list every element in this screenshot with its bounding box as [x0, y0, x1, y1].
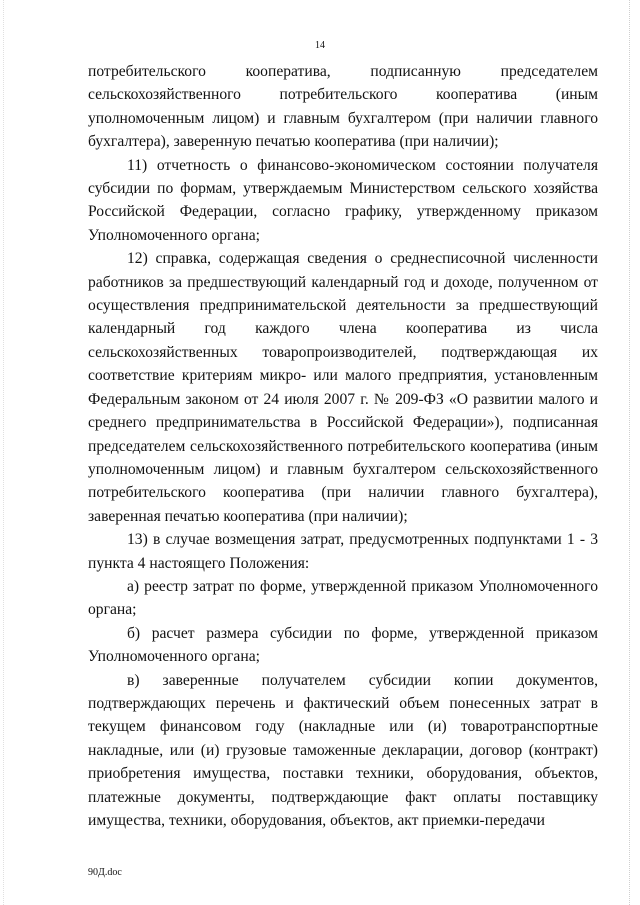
paragraph-subitem-a: а) реестр затрат по форме, утвержденной приказом Уполномоченного органа; — [88, 577, 598, 619]
file-name-footer: 90Д.doc — [88, 867, 122, 878]
paragraph-item-11: 11) отчетность о финансово-экономическом состоянии получателя субсидии по формам, утверждаемым Министерством сельского хозяйства Российской Федерации, согласно графику, утвержденному приказом Уполномоченного органа; — [88, 156, 598, 244]
page-number: 14 — [315, 40, 325, 51]
document-body — [88, 60, 598, 832]
scan-edge-right — [628, 0, 630, 905]
paragraph-continuation: потребительского кооператива, подписанную председателем сельскохозяйственного потребительского кооператива (иным уполномоченным лицом) и главным бухгалтером (при наличии главного бухгалтера), заверенную печатью кооператива (при наличии); — [88, 63, 598, 151]
paragraph-subitem-b: б) расчет размера субсидии по форме, утвержденной приказом Уполномоченного органа; — [88, 624, 598, 666]
paragraph-item-13: 13) в случае возмещения затрат, предусмотренных подпунктами 1 - 3 пункта 4 настоящего Положения: — [88, 531, 598, 572]
paragraph-item-12: 12) справка, содержащая сведения о среднесписочной численности работников за предшествующий календарный год и доходе, полученном от осуществления предпринимательской деятельности за предшествующий календарный год каждого члена кооператива из числа сельскохозяйственных товаропроизводителей, подтверждающая их соответствие критериям микро- или малого предприятия, установленным Федеральным законом от 24 июля 2007 г. № 209-ФЗ «О развитии малого и среднего предпринимательства в Российской Федерации»), подписанная председателем сельскохозяйственного потребительского кооператива (иным уполномоченным лицом) и главным бухгалтером сельскохозяйственного потребительского кооператива (при наличии главного бухгалтера), заверенная печатью кооператива (при наличии); — [88, 250, 598, 525]
paragraph-subitem-v: в) заверенные получателем субсидии копии документов, подтверждающих перечень и фактический объем понесенных затрат в текущем финансовом году (накладные или (и) товаротранспортные накладные, или (и) грузовые таможенные декларации, договор (контракт) приобретения имущества, поставки техники, оборудования, объектов, платежные документы, подтверждающие факт оплаты поставщику имущества, техники, оборудования, объектов, акт приемки-передачи — [88, 671, 598, 829]
scan-edge-left — [3, 0, 5, 905]
